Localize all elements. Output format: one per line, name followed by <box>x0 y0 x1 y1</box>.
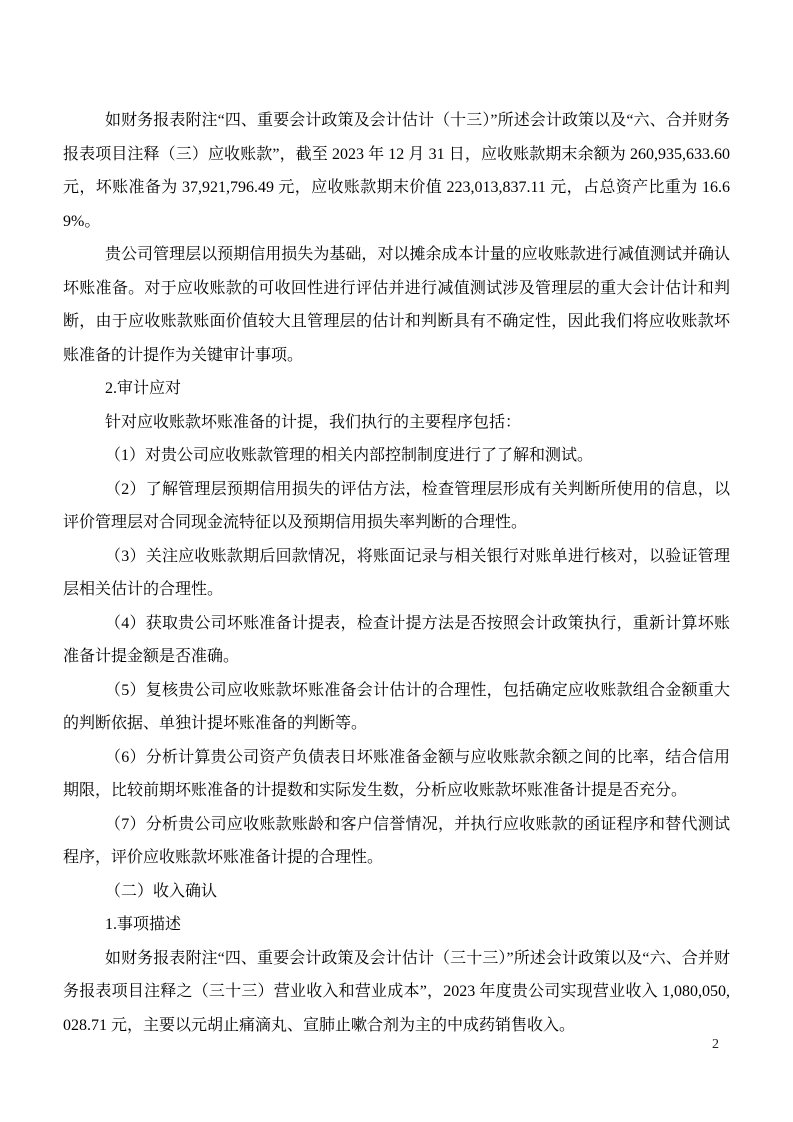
paragraph-receivables-key-audit-matter: 贵公司管理层以预期信用损失为基础，对以摊余成本计量的应收账款进行减值测试并确认坏账准备。对于应收账款的可收回性进行评估并进行减值测试涉及管理层的重大会计估计和判断，由于应收账款账面价值较大且管理层的估计和判断具有不确定性，因此我们将应收账款坏账准备的计提作为关键审计事项。 <box>63 246 730 364</box>
paragraph-procedures-intro: 针对应收账款坏账准备的计提，我们执行的主要程序包括： <box>105 413 522 431</box>
paragraph-revenue-policy: 如财务报表附注“四、重要会计政策及会计估计（三十三）”所述会计政策以及“六、合并财务报表项目注释之（三十三）营业收入和营业成本”，2023 年度贵公司实现营业收入 1,080,050,028.71 元，主要以元胡止痛滴丸、宣肺止嗽合剂为主的中成药销售收入。 <box>63 949 730 1034</box>
heading-revenue-recognition: （二）收入确认 <box>105 882 218 900</box>
list-item-procedure-1: （1）对贵公司应收账款管理的相关内部控制制度进行了了解和测试。 <box>105 447 594 464</box>
list-item-procedure-2: （2）了解管理层预期信用损失的评估方法，检查管理层形成有关判断所使用的信息，以评价管理层对合同现金流特征以及预期信用损失率判断的合理性。 <box>63 480 730 531</box>
paragraph-receivables-policy: 如财务报表附注“四、重要会计政策及会计估计（十三）”所述会计政策以及“六、合并财务报表项目注释（三）应收账款”，截至 2023 年 12 月 31 日，应收账款期末余额为 260,935,633.60 元，坏账准备为 37,921,796.49 元，应收账款期末价值 223,013,837.11 元，占总资产比重为 16.69%。 <box>63 112 730 230</box>
heading-audit-response: 2.审计应对 <box>105 380 182 397</box>
list-item-procedure-6: （6）分析计算贵公司资产负债表日坏账准备金额与应收账款余额之间的比率，结合信用期限，比较前期坏账准备的计提数和实际发生数，分析应收账款坏账准备计提是否充分。 <box>63 748 730 799</box>
list-item-procedure-5: （5）复核贵公司应收账款坏账准备会计估计的合理性，包括确定应收账款组合金额重大的判断依据、单独计提坏账准备的判断等。 <box>63 681 730 732</box>
list-item-procedure-4: （4）获取贵公司坏账准备计提表，检查计提方法是否按照会计政策执行，重新计算坏账准备计提金额是否准确。 <box>63 614 730 665</box>
page-number: 2 <box>712 1037 719 1052</box>
list-item-procedure-7: （7）分析贵公司应收账款账龄和客户信誉情况，并执行应收账款的函证程序和替代测试程序，评价应收账款坏账准备计提的合理性。 <box>63 815 730 866</box>
heading-matter-description: 1.事项描述 <box>105 916 182 933</box>
document-body <box>63 104 730 1042</box>
list-item-procedure-3: （3）关注应收账款期后回款情况，将账面记录与相关银行对账单进行核对，以验证管理层相关估计的合理性。 <box>63 547 730 598</box>
